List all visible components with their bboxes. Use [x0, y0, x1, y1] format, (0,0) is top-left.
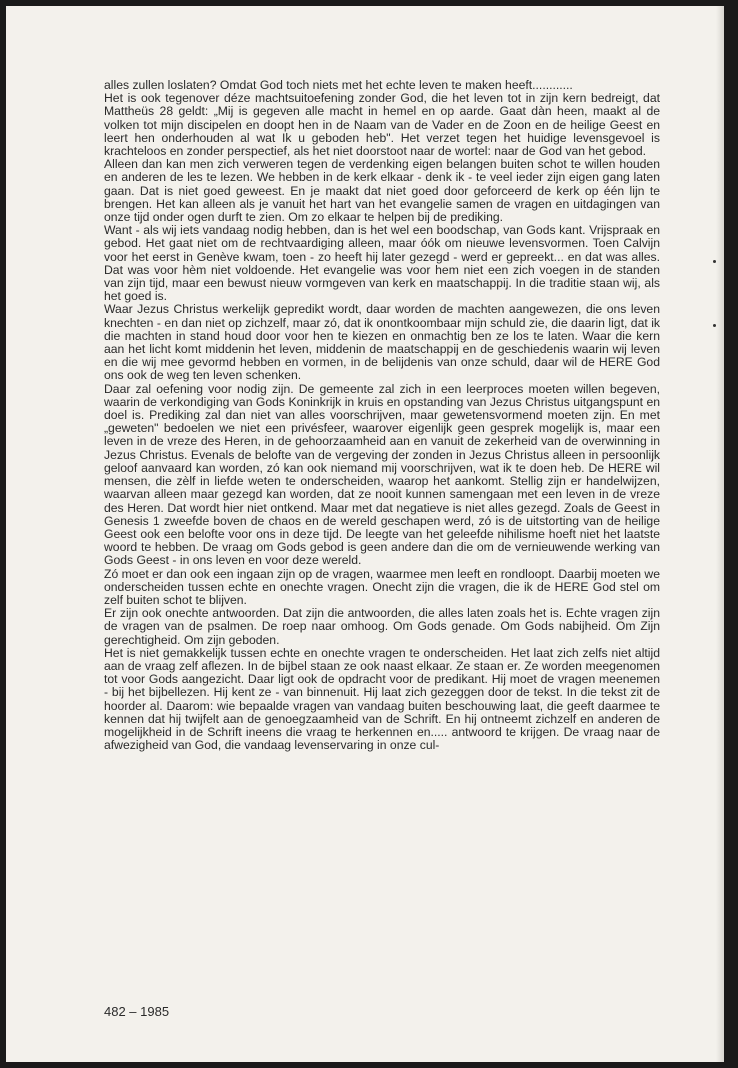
paragraph-5: Waar Jezus Christus werkelijk gepredikt wordt, daar worden de machten aangewezen, die ons leven knechten - en dan niet op zichzelf, maar zó, dat ik onontkoombaar mijn schuld zie, die daarin ligt, dat ik die machten in stand houd door voor hen te kiezen en onmachtig ben ze los te laten. Waar die kern aan het licht komt middenin het leven, middenin de maatschappij en de geschiedenis waarin wij leven en die wij mee gevormd hebben en vormen, in de belijdenis van onze schuld, daar wil de HERE God ons ook de weg ten leven schenken.	[104, 302, 660, 383]
margin-dot	[713, 260, 716, 263]
paragraph-9: Het is niet gemakkelijk tussen echte en onechte vragen te onderscheiden. Het laat zich zelfs niet altijd aan de vraag zelf aflezen. In de bijbel staan ze ook naast elkaar. Ze staan er. Ze worden meegenomen tot voor Gods aangezicht. Daar ligt ook de opdracht voor de predikant. Hij moet de vragen meenemen - bij het bijbellezen. Hij kent ze - van binnenuit. Hij laat zich gezeggen door de tekst. In die tekst zit de hoorder al. Daarom: wie bepaalde vragen van vandaag buiten beschouwing laat, die geeft daarmee te kennen dat hij twijfelt aan de genoegzaamheid van de Schrift. En hij ontneemt zichzelf en anderen de mogelijkheid in de Schrift ineens die vraag te herkennen en..... antwoord te krijgen. De vraag naar de afwezigheid van God, die vandaag levenservaring in onze cul-	[104, 645, 660, 753]
page-edge	[716, 6, 724, 1062]
margin-dot	[713, 324, 716, 327]
paragraph-3: Alleen dan kan men zich verweren tegen de verdenking eigen belangen buiten schot te willen houden en anderen de les te lezen. We hebben in de kerk elkaar - denk ik - te veel ieder zijn eigen gang laten gaan. Dat is niet goed geweest. En je maakt dat niet goed door geforceerd de kerk op één lijn te brengen. Het kan alleen als je vanuit het hart van het evangelie samen de vragen en uitdagingen van onze tijd onder ogen durft te zien. Om zo elkaar te helpen bij de prediking.	[104, 157, 660, 225]
paragraph-4: Want - als wij iets vandaag nodig hebben, dan is het wel een boodschap, van Gods kant. Vrijspraak en gebod. Het gaat niet om de rechtvaardiging alleen, maar óók om nieuwe levensvormen. Toen Calvijn voor het eerst in Genève kwam, toen - zo heeft hij later gezegd - werd er gepreekt... en dat was alles. Dat was voor hèm niet voldoende. Het evangelie was voor hem niet een zich voegen in de standen van zijn tijd, maar een bewust nieuw vormgeven van kerk en maatschappij. In die traditie staan wij, als het goed is.	[104, 223, 660, 304]
body-text	[104, 79, 660, 752]
paragraph-2: Het is ook tegenover déze machtsuitoefening zonder God, die het leven tot in zijn kern bedreigt, dat Mattheüs 28 geldt: „Mij is gegeven alle macht in hemel en op aarde. Gaat dàn heen, maakt al de volken tot mijn discipelen en doopt hen in de Naam van de Vader en de Zoon en de heilige Geest en leert hen onderhouden al wat Ik u geboden heb". Het verzet tegen het huidige levensgevoel is krachteloos en zonder perspectief, als het niet doorstoot naar de wortel: naar de God van het gebod.	[104, 91, 660, 159]
paragraph-6: Daar zal oefening voor nodig zijn. De gemeente zal zich in een leerproces moeten willen begeven, waarin de verkondiging van Gods Koninkrijk in kruis en opstanding van Jezus Christus uitgangspunt en doel is. Prediking zal dan niet van alles voorschrijven, maar gewetensvormend moeten zijn. En met „geweten" bedoelen we niet een privésfeer, waarover eigenlijk geen gesprek mogelijk is, maar een leven in de vreze des Heren, in de gehoorzaamheid aan en vanuit de zekerheid van de overwinning in Jezus Christus. Evenals de belofte van de vergeving der zonden in Jezus Christus alleen in persoonlijk geloof aanvaard kan worden, zó kan ook niemand mij voorschrijven, wat ik te doen heb. De HERE wil mensen, die zèlf in liefde weten te onderscheiden, waarop het aankomt. Stellig zijn er handelwijzen, waarvan alleen maar gezegd kan worden, dat ze nooit kunnen samengaan met een leven in de vreze des Heren. Dat wordt hier niet ontkend. Maar met dat negatieve is niet alles gezegd. Zoals de Geest in Genesis 1 zweefde boven de chaos en de wereld geschapen werd, zó is de uitstorting van de heilige Geest ook een belofte voor ons in deze tijd. De leegte van het geleefde nihilisme hoeft niet het laatste woord te hebben. De vraag om Gods gebod is geen andere dan die om de vernieuwende werking van Gods Geest - in ons leven en voor deze wereld.	[104, 381, 660, 568]
paragraph-1: alles zullen loslaten? Omdat God toch niets met het echte leven te maken heeft............	[104, 78, 573, 92]
paragraph-7: Zó moet er dan ook een ingaan zijn op de vragen, waarmee men leeft en rondloopt. Daarbij moeten we onderscheiden tussen echte en onechte vragen. Onecht zijn die vragen, die ik de HERE God stel om zelf buiten schot te blijven.	[104, 566, 660, 607]
paragraph-8: Er zijn ook onechte antwoorden. Dat zijn die antwoorden, die alles laten zoals het is. Echte vragen zijn de vragen van de psalmen. De roep naar omhoog. Om Gods genade. Om Gods nabijheid. Om Zijn gerechtigheid. Om zijn geboden.	[104, 606, 660, 647]
page-footer: 482 – 1985	[104, 1004, 170, 1019]
document-page	[6, 6, 724, 1062]
